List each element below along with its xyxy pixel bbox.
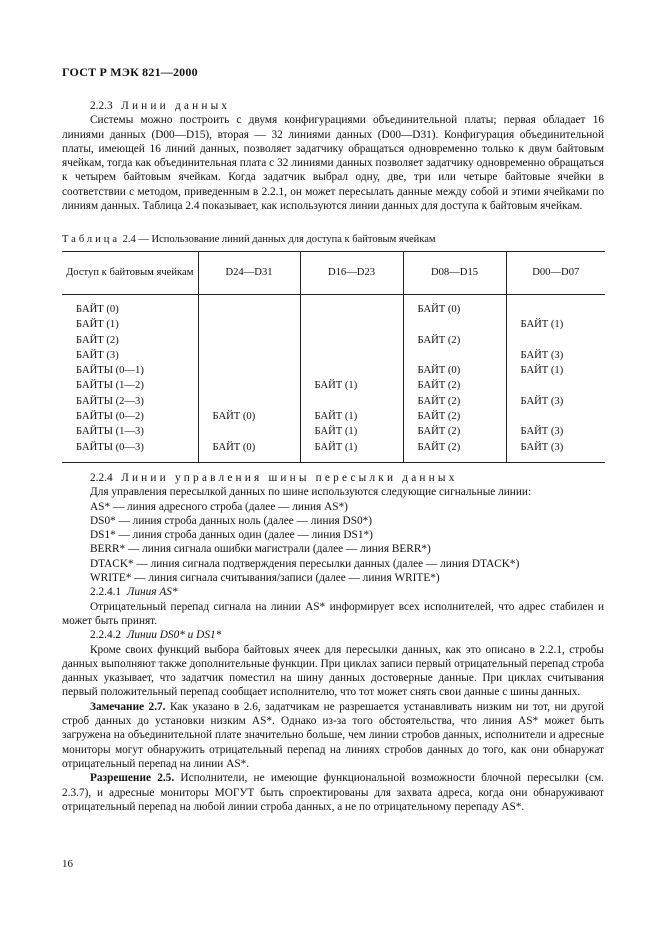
paragraph: Для управления пересылкой данных по шине используются следующие сигнальные линии: <box>90 486 532 499</box>
signal-line-item: DS0* — линия строба данных ноль (далее — линия DS0*) <box>90 514 373 527</box>
table-cell <box>300 295 403 318</box>
table-row <box>62 348 605 363</box>
subsection-heading <box>62 585 604 599</box>
section-title: Линии данных <box>121 100 231 112</box>
table-cell <box>198 333 300 348</box>
data-lines-table <box>62 251 605 463</box>
table-cell: БАЙТ (1) <box>300 409 403 424</box>
table-cell <box>198 348 300 363</box>
table-cell <box>300 348 403 363</box>
note-label: Замечание 2.7. <box>90 700 166 713</box>
table-cell: БАЙТ (1) <box>506 317 605 332</box>
section-heading <box>62 471 604 485</box>
table-cell <box>300 333 403 348</box>
table-cell: БАЙТ (3) <box>506 348 605 363</box>
section-2-2-3 <box>62 99 604 213</box>
table-cell <box>198 363 300 378</box>
table-cell: БАЙТ (2) <box>403 440 506 463</box>
table-cell <box>506 378 605 393</box>
table-cell: БАЙТ (1) <box>506 363 605 378</box>
permission-label: Разрешение 2.5. <box>90 772 175 785</box>
table-cell <box>198 317 300 332</box>
signal-line-item: DTACK* — линия сигнала подтверждения пересылки данных (далее — линия DTACK*) <box>90 557 520 570</box>
table-cell <box>403 348 506 363</box>
table-row <box>62 333 605 348</box>
table-cell: БАЙТ (1) <box>76 319 119 331</box>
signal-line-item: BERR* — линия сигнала ошибки магистрали (далее — линия BERR*) <box>90 543 431 556</box>
table-cell: БАЙТ (0) <box>198 409 300 424</box>
table-header-row <box>62 252 605 295</box>
column-header: D00—D07 <box>506 252 605 295</box>
table-cell: БАЙТЫ (0—1) <box>76 365 144 377</box>
column-header: D08—D15 <box>403 252 506 295</box>
running-header: ГОСТ Р МЭК 821—2000 <box>62 65 198 79</box>
table-cell: БАЙТЫ (1—2) <box>76 380 144 392</box>
signal-line-item: DS1* — линия строба данных один (далее — линия DS1*) <box>90 529 373 542</box>
table-row <box>62 440 605 463</box>
table-cell: БАЙТ (3) <box>506 394 605 409</box>
section-number: 2.2.3 <box>90 100 113 112</box>
table-row <box>62 409 605 424</box>
permission-body: Исполнители, не имеющие функциональной возможности блочной пересылки (см. 2.3.7), и адресные мониторы МОГУТ быть спроектированы для захвата адреса, когда они обнаруживают отрицательный перепад на любой линии строба данных, а не по отрицательному перепаду AS*. <box>62 772 604 813</box>
note-body: Как указано в 2.6, задатчикам не разрешается устанавливать низким ни тот, ни другой строб данных до установки низким AS*. Однако из-за того обстоятельства, что линия AS* может быть загружена на объединительной плате значительно больше, чем линии стробов данных, исполнители и адресные мониторы могут обнаружить отрицательный перепад на линиях стробов данных до того, как они обнаружат отрицательный перепад на линии AS*. <box>62 700 604 770</box>
table-cell <box>198 295 300 318</box>
table-row <box>62 378 605 393</box>
table-cell: БАЙТ (3) <box>506 424 605 439</box>
table-cell: БАЙТЫ (0—2) <box>76 411 144 423</box>
table-cell: БАЙТ (0) <box>198 440 300 463</box>
table-cell: БАЙТ (0) <box>403 363 506 378</box>
paragraph: Кроме своих функций выбора байтовых ячеек для пересылки данных, как это описано в 2.2.1, стробы данных выполняют также дополнительные функции. При циклах записи первый отрицательный перепад строба данных указывает, что задатчик поместил на шину данных достоверные данные. При циклах считывания первый положительный перепад сообщает исполнителю, что тот может снять свои данные с шины данных. <box>62 643 604 699</box>
table-row <box>62 394 605 409</box>
table-cell <box>198 424 300 439</box>
subsection-heading <box>62 628 604 642</box>
subsection-title: Линия AS* <box>126 586 178 599</box>
permission-paragraph <box>62 771 604 814</box>
table-cell: БАЙТ (0) <box>76 304 119 315</box>
column-header: D24—D31 <box>198 252 300 295</box>
subsection-number: 2.2.4.1 <box>90 586 122 599</box>
table-row <box>62 317 605 332</box>
section-title: Линии управления шины пересылки данных <box>121 472 458 484</box>
table-cell: БАЙТ (2) <box>403 409 506 424</box>
table-cell: БАЙТ (1) <box>300 424 403 439</box>
table-caption-label: Таблица <box>62 234 121 245</box>
page-number: 16 <box>62 858 73 870</box>
subsection-title: Линии DS0* и DS1* <box>126 629 222 642</box>
table-cell: БАЙТ (2) <box>403 394 506 409</box>
table-cell: БАЙТ (1) <box>300 440 403 463</box>
table-caption-text: 2.4 — Использование линий данных для доступа к байтовым ячейкам <box>122 234 436 245</box>
table-cell <box>403 317 506 332</box>
table-cell <box>506 409 605 424</box>
table-cell <box>198 394 300 409</box>
table-cell: БАЙТ (2) <box>403 378 506 393</box>
table-cell <box>300 317 403 332</box>
table-cell <box>300 363 403 378</box>
table-caption <box>62 233 436 247</box>
note-paragraph <box>62 700 604 771</box>
signal-line-item: WRITE* — линия сигнала считывания/записи (далее — линия WRITE*) <box>90 572 440 585</box>
table-cell: БАЙТЫ (2—3) <box>76 395 144 407</box>
table-cell: БАЙТ (0) <box>403 295 506 318</box>
paragraph: Отрицательный перепад сигнала на линии AS* информирует всех исполнителей, что адрес стабилен и может быть принят. <box>62 600 604 627</box>
table-cell <box>506 333 605 348</box>
table-cell: БАЙТ (2) <box>403 424 506 439</box>
table-cell <box>198 378 300 393</box>
table-cell: БАЙТ (3) <box>506 440 605 463</box>
table-row <box>62 363 605 378</box>
table-cell: БАЙТ (2) <box>76 334 119 346</box>
table-cell <box>506 295 605 318</box>
signal-line-item: AS* — линия адресного строба (далее — линия AS*) <box>90 500 348 513</box>
table-row <box>62 295 605 318</box>
section-2-2-4 <box>62 471 604 814</box>
table-cell: БАЙТ (2) <box>403 333 506 348</box>
subsection-number: 2.2.4.2 <box>90 629 122 642</box>
section-heading <box>62 99 604 113</box>
section-number: 2.2.4 <box>90 472 113 484</box>
table-row <box>62 424 605 439</box>
column-header: D16—D23 <box>300 252 403 295</box>
table-cell: БАЙТ (1) <box>300 378 403 393</box>
column-header: Доступ к байтовым ячейкам <box>62 252 198 295</box>
table-cell: БАЙТЫ (0—3) <box>62 440 198 463</box>
paragraph: Системы можно построить с двумя конфигурациями объединительной платы; первая обладает 16 линиями данных (D00—D15), вторая — 32 линиями данных (D00—D31). Конфигурация объединительной платы, имеющей 16 линий данных, позволяет задатчику обращаться одновременно только к двум байтовым ячейкам, тогда как объединительная плата с 32 линиями данных позволяет задатчику одновременно обращаться к четырем байтовым ячейкам. Когда задатчик выбрал одну, две, три или четыре байтовые ячейки в соответствии с методом, приведенным в 2.2.1, он может пересылать данные между собой и этими ячейками по линиям данных. Таблица 2.4 показывает, как используются линии данных для доступа к байтовым ячейкам. <box>62 114 604 213</box>
table-cell: БАЙТ (3) <box>76 349 119 361</box>
table-cell: БАЙТЫ (1—3) <box>76 426 144 438</box>
table-cell <box>300 394 403 409</box>
